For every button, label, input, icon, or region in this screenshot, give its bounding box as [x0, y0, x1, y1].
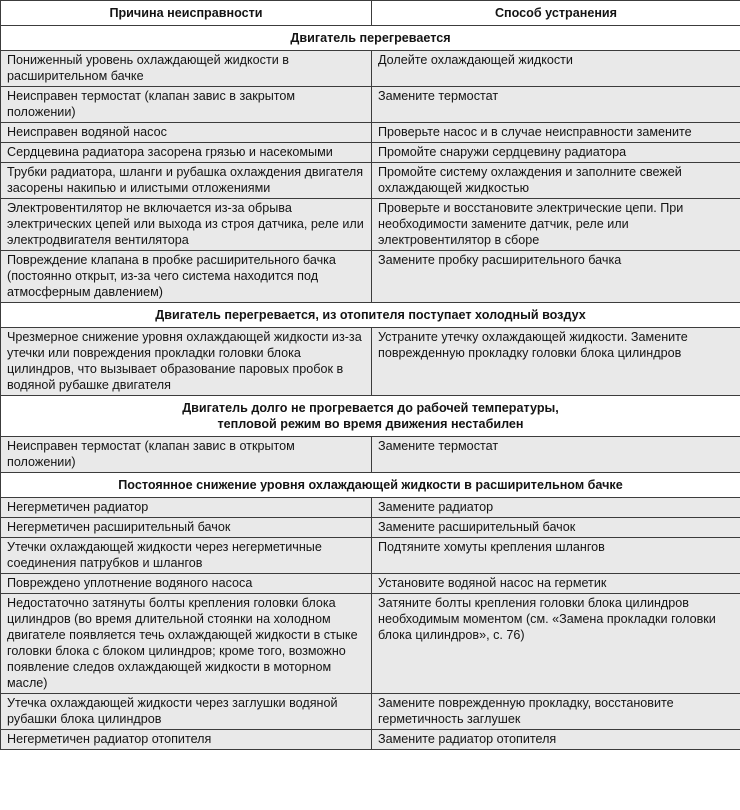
cause-cell: Повреждение клапана в пробке расширительного бачка (постоянно открыт, из-за чего система находится под атмосферным давлением) — [1, 251, 372, 303]
fix-cell: Замените поврежденную прокладку, восстановите герметичность заглушек — [372, 694, 740, 730]
cause-cell: Повреждено уплотнение водяного насоса — [1, 574, 372, 594]
header-row — [1, 1, 740, 26]
table-row — [1, 51, 740, 87]
table-row — [1, 730, 740, 750]
fix-cell: Промойте систему охлаждения и заполните свежей охлаждающей жидкостью — [372, 163, 740, 199]
section-header-row — [1, 473, 740, 498]
fix-cell: Проверьте и восстановите электрические цепи. При необходимости замените датчик, реле или электровентилятор в сборе — [372, 199, 740, 251]
table-row — [1, 163, 740, 199]
cause-cell: Негерметичен расширительный бачок — [1, 518, 372, 538]
cause-cell: Неисправен термостат (клапан завис в закрытом положении) — [1, 87, 372, 123]
cause-cell: Электровентилятор не включается из-за обрыва электрических цепей или выхода из строя датчика, реле или электродвигателя вентилятора — [1, 199, 372, 251]
fix-cell: Замените расширительный бачок — [372, 518, 740, 538]
cause-cell: Утечки охлаждающей жидкости через негерметичные соединения патрубков и шлангов — [1, 538, 372, 574]
section-header-row — [1, 396, 740, 437]
header-fix: Способ устранения — [372, 1, 740, 26]
table-row — [1, 87, 740, 123]
fix-cell: Долейте охлаждающей жидкости — [372, 51, 740, 87]
cause-cell: Сердцевина радиатора засорена грязью и насекомыми — [1, 143, 372, 163]
table-row — [1, 498, 740, 518]
fix-cell: Проверьте насос и в случае неисправности замените — [372, 123, 740, 143]
cause-cell: Трубки радиатора, шланги и рубашка охлаждения двигателя засорены накипью и илистыми отложениями — [1, 163, 372, 199]
fix-cell: Замените радиатор — [372, 498, 740, 518]
table-row — [1, 574, 740, 594]
cause-cell: Недостаточно затянуты болты крепления головки блока цилиндров (во время длительной стоянки на холодном двигателе появляется течь охлаждающей жидкости в стыке головки блока с блоком цилиндров; кроме того, возможно появление следов охлаждающей жидкости в моторном масле) — [1, 594, 372, 694]
cause-cell: Утечка охлаждающей жидкости через заглушки водяной рубашки блока цилиндров — [1, 694, 372, 730]
fix-cell: Замените термостат — [372, 87, 740, 123]
cause-cell: Негерметичен радиатор — [1, 498, 372, 518]
section-title: Двигатель перегревается, из отопителя поступает холодный воздух — [1, 303, 740, 328]
table-row — [1, 199, 740, 251]
section-title: Двигатель долго не прогревается до рабочей температуры, тепловой режим во время движения нестабилен — [1, 396, 740, 437]
fix-cell: Замените термостат — [372, 437, 740, 473]
table-row — [1, 251, 740, 303]
section-title: Постоянное снижение уровня охлаждающей жидкости в расширительном бачке — [1, 473, 740, 498]
table-row — [1, 328, 740, 396]
fix-cell: Замените пробку расширительного бачка — [372, 251, 740, 303]
table-body — [1, 26, 740, 750]
fix-cell: Устраните утечку охлаждающей жидкости. Замените поврежденную прокладку головки блока цилиндров — [372, 328, 740, 396]
section-header-row — [1, 26, 740, 51]
cause-cell: Пониженный уровень охлаждающей жидкости в расширительном бачке — [1, 51, 372, 87]
table-row — [1, 143, 740, 163]
table-row — [1, 123, 740, 143]
cause-cell: Чрезмерное снижение уровня охлаждающей жидкости из-за утечки или повреждения прокладки головки блока цилиндров, что вызывает образование паровых пробок в водяной рубашке двигателя — [1, 328, 372, 396]
fix-cell: Замените радиатор отопителя — [372, 730, 740, 750]
table-row — [1, 538, 740, 574]
cause-cell: Неисправен термостат (клапан завис в открытом положении) — [1, 437, 372, 473]
cause-cell: Негерметичен радиатор отопителя — [1, 730, 372, 750]
table-row — [1, 518, 740, 538]
cause-cell: Неисправен водяной насос — [1, 123, 372, 143]
fix-cell: Установите водяной насос на герметик — [372, 574, 740, 594]
header-cause: Причина неисправности — [1, 1, 372, 26]
table-row — [1, 437, 740, 473]
table-row — [1, 694, 740, 730]
section-header-row — [1, 303, 740, 328]
section-title: Двигатель перегревается — [1, 26, 740, 51]
fix-cell: Промойте снаружи сердцевину радиатора — [372, 143, 740, 163]
table-row — [1, 594, 740, 694]
fix-cell: Подтяните хомуты крепления шлангов — [372, 538, 740, 574]
fix-cell: Затяните болты крепления головки блока цилиндров необходимым моментом (см. «Замена прокладки головки блока цилиндров», с. 76) — [372, 594, 740, 694]
